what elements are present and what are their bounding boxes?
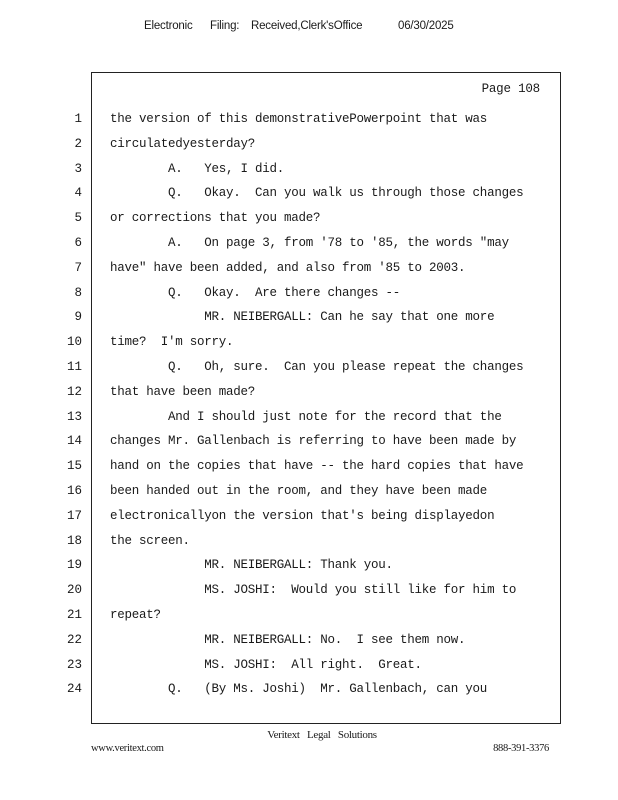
transcript-line: And I should just note for the record that the [110, 409, 502, 424]
line-number: 9 [74, 310, 82, 325]
transcript-line: changes Mr. Gallenbach is referring to have been made by [110, 434, 517, 449]
stamp-date: 06/30/2025 [398, 20, 454, 32]
transcript-line: A. Yes, I did. [110, 161, 285, 176]
transcript-line: that have been made? [110, 384, 256, 399]
transcript-line: repeat? [110, 608, 161, 622]
line-number: 6 [74, 236, 82, 250]
line-number: 12 [66, 384, 82, 399]
line-number: 13 [66, 409, 82, 424]
footer-website: www.veritext.com [91, 743, 164, 754]
line-number: 3 [74, 161, 82, 176]
stamp-filing: Filing: [210, 20, 240, 32]
transcript-line: A. On page 3, from '78 to '85, the words "may [110, 236, 509, 250]
transcript-line: time? I'm sorry. [110, 335, 234, 350]
line-number: 16 [66, 484, 82, 498]
stamp-received: Received,Clerk'sOffice [251, 20, 363, 32]
line-number: 14 [66, 434, 82, 449]
line-number: 2 [74, 136, 82, 151]
line-number: 22 [66, 632, 82, 647]
transcript-line: or corrections that you made? [110, 211, 321, 226]
footer-company: Veritext Legal Solutions [267, 729, 377, 741]
stamp-electronic: Electronic [144, 20, 193, 32]
line-number: 7 [74, 260, 82, 275]
transcript-line: MS. JOSHI: All right. Great. [110, 657, 422, 672]
line-number: 21 [66, 608, 82, 622]
transcript-line: MR. NEIBERGALL: No. I see them now. [110, 632, 466, 647]
line-number: 4 [74, 186, 82, 201]
line-number: 17 [66, 508, 82, 523]
line-number: 15 [66, 459, 82, 474]
transcript-line: the version of this demonstrativePowerpoint that was [110, 112, 488, 126]
line-number: 8 [74, 285, 82, 300]
transcript-line: the screen. [110, 533, 190, 548]
transcript-line: circulatedyesterday? [110, 136, 256, 151]
line-number: 11 [66, 360, 82, 374]
line-number: 24 [66, 682, 82, 697]
page-number: Page 108 [481, 82, 540, 96]
transcript-line: MS. JOSHI: Would you still like for him to [110, 583, 517, 598]
line-number: 10 [66, 335, 82, 350]
line-number: 1 [74, 112, 82, 126]
transcript-line: Q. Okay. Are there changes -- [110, 285, 401, 300]
line-number: 5 [74, 211, 82, 226]
transcript-line: Q. Oh, sure. Can you please repeat the changes [110, 360, 524, 374]
transcript-line: MR. NEIBERGALL: Can he say that one more [110, 310, 495, 325]
transcript-line: electronicallyon the version that's being displayedon [110, 508, 495, 523]
transcript-line: have" have been added, and also from '85 to 2003. [110, 260, 466, 275]
line-number: 20 [66, 583, 82, 598]
transcript-line: Q. (By Ms. Joshi) Mr. Gallenbach, can you [110, 682, 488, 697]
transcript-line: been handed out in the room, and they have been made [110, 484, 488, 498]
line-number: 19 [66, 558, 82, 573]
filing-stamp [144, 20, 484, 36]
line-number: 18 [66, 533, 82, 548]
line-number: 23 [66, 657, 82, 672]
footer-phone: 888-391-3376 [493, 743, 549, 754]
transcript-line: Q. Okay. Can you walk us through those changes [110, 186, 524, 201]
transcript-line: MR. NEIBERGALL: Thank you. [110, 558, 393, 573]
transcript-line: hand on the copies that have -- the hard copies that have [110, 459, 524, 474]
